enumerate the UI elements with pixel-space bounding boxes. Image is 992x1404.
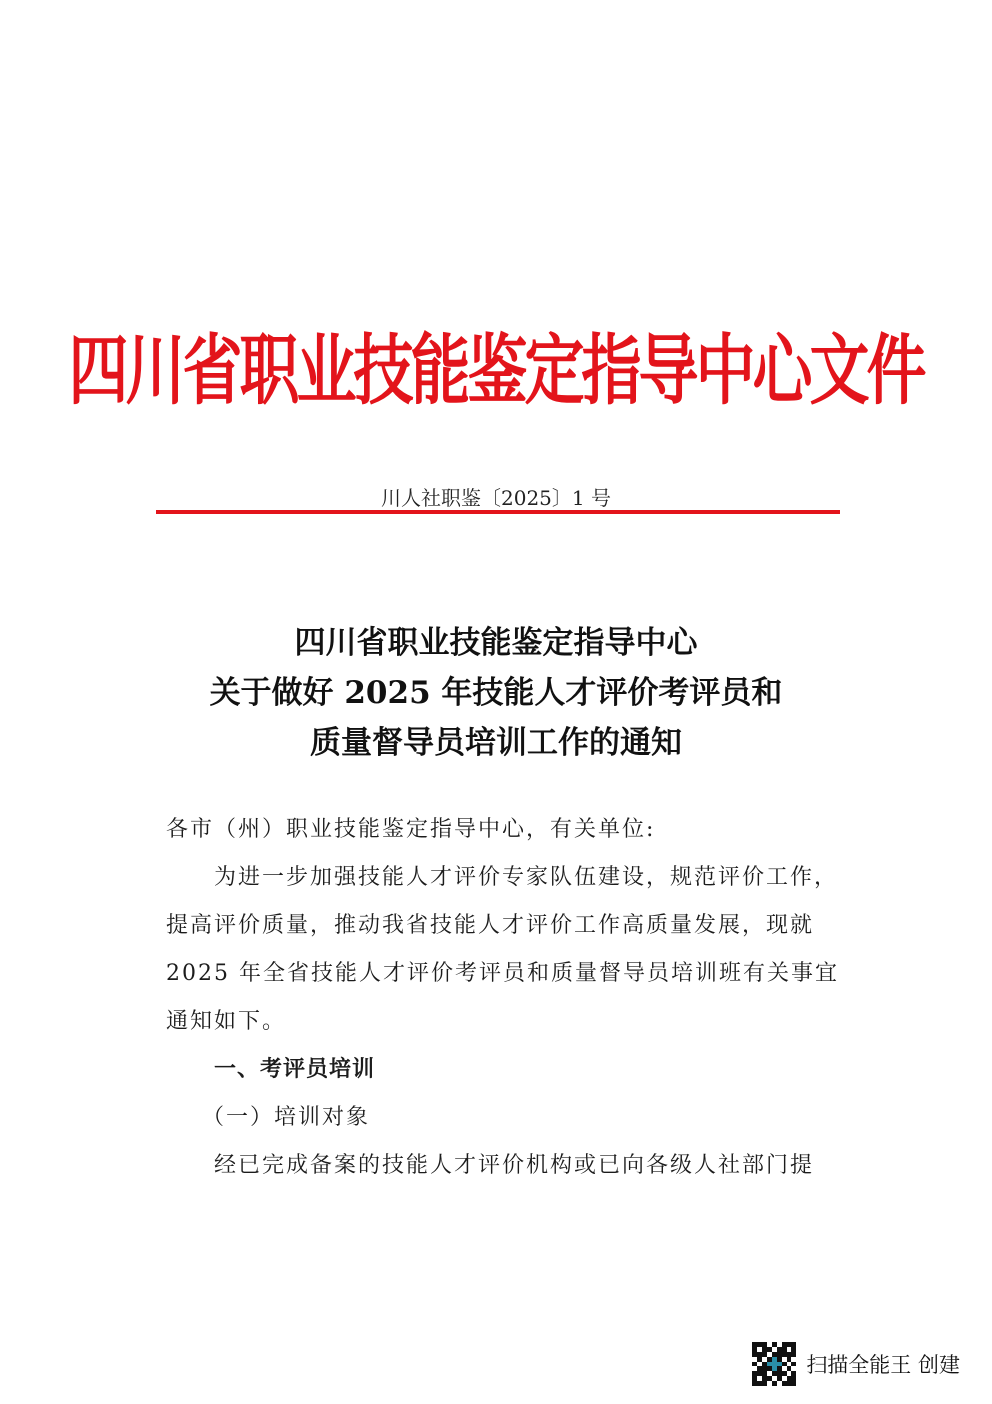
- salutation: 各市（州）职业技能鉴定指导中心，有关单位:: [166, 817, 656, 842]
- red-divider-line: [156, 510, 840, 514]
- scanner-watermark-badge: [752, 1342, 960, 1386]
- subsection-1-text: 经已完成备案的技能人才评价机构或已向各级人社部门提: [214, 1153, 815, 1178]
- notice-title: [0, 618, 992, 768]
- intro-paragraph: 为进一步加强技能人才评价专家队伍建设，规范评价工作，提高评价质量，推动我省技能人才评价工作高质量发展，现就 2025 年全省技能人才评价考评员和质量督导员培训班有关事宜通知如下。: [166, 865, 839, 1034]
- notice-title-line-3: 质量督导员培训工作的通知: [310, 725, 682, 761]
- qr-code-icon: [752, 1342, 796, 1386]
- section-1-heading: 一、考评员培训: [214, 1057, 376, 1082]
- scanner-badge-text: 扫描全能王 创建: [806, 1353, 960, 1377]
- notice-title-line-1: 四川省职业技能鉴定指导中心: [294, 625, 698, 661]
- document-number: 川人社职鉴〔2025〕1 号: [381, 486, 611, 510]
- notice-body: [166, 806, 842, 1190]
- subsection-1-heading: （一）培训对象: [202, 1105, 371, 1130]
- notice-title-line-2: 关于做好 2025 年技能人才评价考评员和: [209, 675, 783, 711]
- document-header-title: 四川省职业技能鉴定指导中心文件: [68, 326, 924, 417]
